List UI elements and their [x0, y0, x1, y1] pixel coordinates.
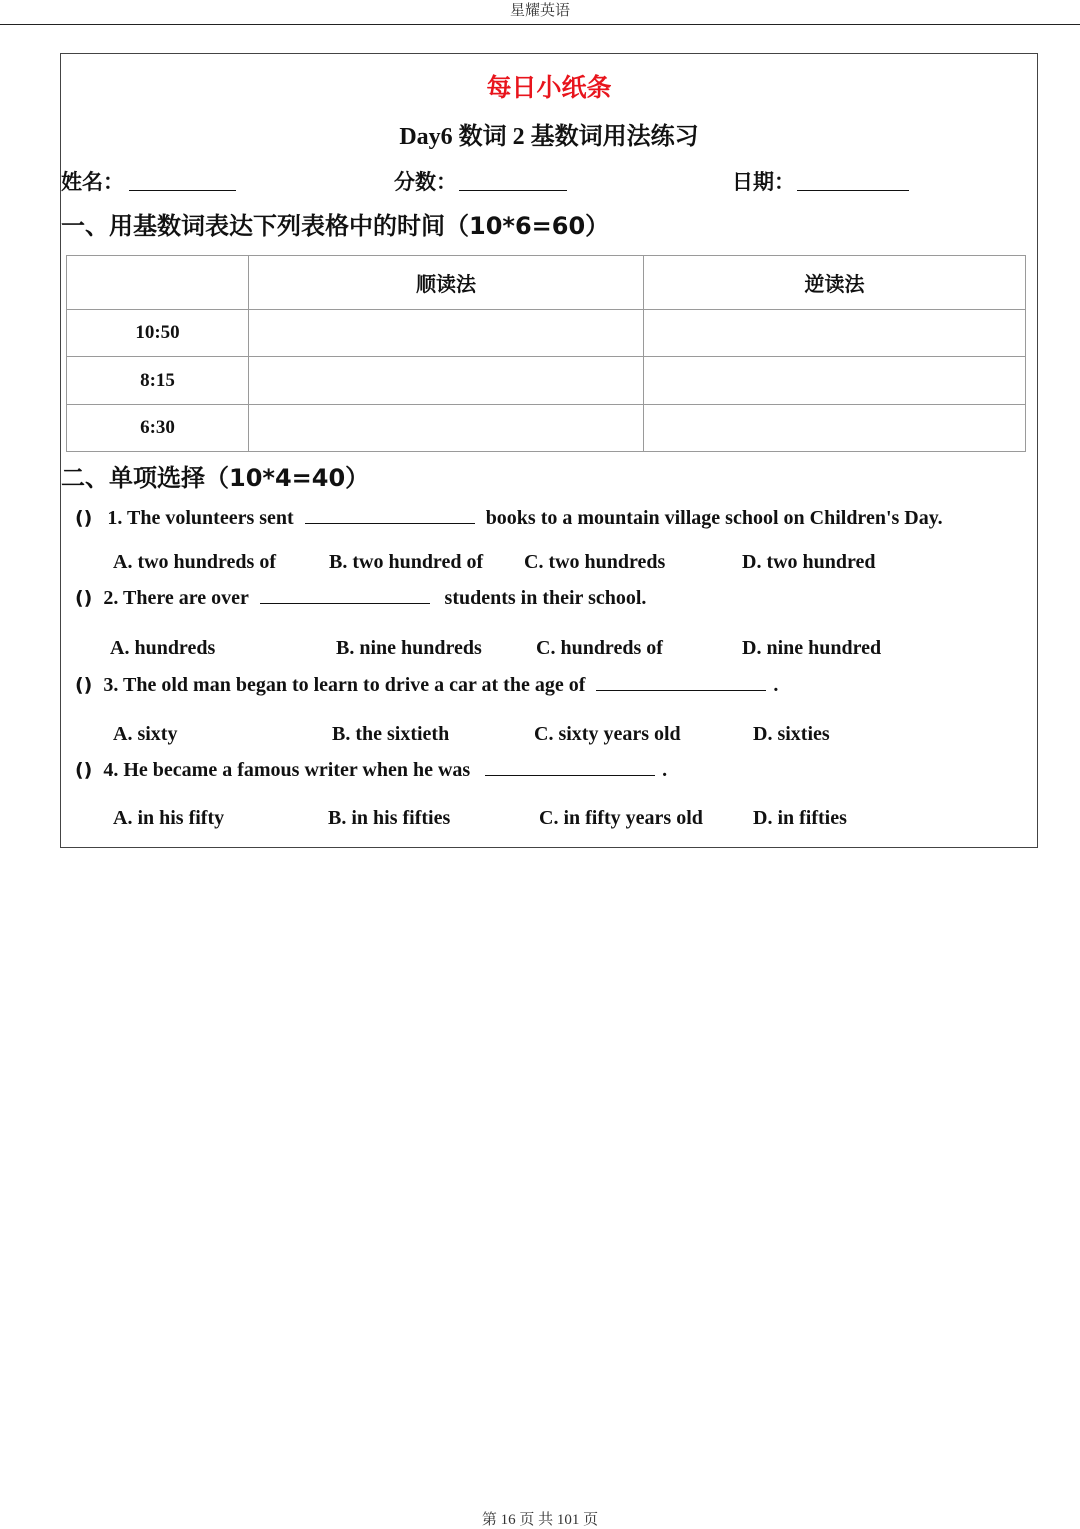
question-4-stem-end: .: [662, 759, 668, 781]
forward-answer-cell[interactable]: [249, 357, 644, 405]
question-1-stem-start: 1. The volunteers sent: [107, 507, 294, 529]
option-d[interactable]: D. nine hundred: [742, 637, 882, 659]
table-header-row: [67, 256, 1026, 310]
page-header: 星耀英语: [0, 0, 1080, 25]
option-c[interactable]: C. hundreds of: [536, 637, 663, 659]
question-2-stem-start: 2. There are over: [103, 587, 249, 609]
answer-parentheses[interactable]: (): [75, 759, 93, 781]
option-b[interactable]: B. nine hundreds: [336, 637, 482, 659]
time-table: [66, 255, 1026, 452]
question-4-blank: [485, 774, 655, 776]
worksheet: [60, 53, 1038, 848]
backward-answer-cell[interactable]: [644, 310, 1026, 357]
time-cell: 8:15: [67, 357, 249, 405]
question-1: [75, 507, 943, 530]
table-header-blank: [67, 256, 249, 310]
section-2-title: 二、单项选择（10*4=40）: [61, 464, 370, 492]
answer-parentheses[interactable]: (): [75, 674, 93, 696]
page-footer: 第 16 页 共 101 页: [481, 1512, 599, 1528]
question-2-stem-end: students in their school.: [444, 587, 647, 609]
name-field[interactable]: [129, 190, 236, 191]
question-3-stem-end: .: [773, 674, 779, 696]
forward-answer-cell[interactable]: [249, 405, 644, 452]
option-d[interactable]: D. in fifties: [753, 807, 847, 829]
section-1-title: 一、用基数词表达下列表格中的时间（10*6=60）: [61, 212, 610, 240]
option-d[interactable]: D. two hundred: [742, 551, 876, 573]
option-a[interactable]: A. two hundreds of: [113, 551, 276, 573]
header-backward-reading: 逆读法: [644, 256, 1026, 310]
score-field[interactable]: [459, 190, 567, 191]
time-cell: 10:50: [67, 310, 249, 357]
option-b[interactable]: B. two hundred of: [329, 551, 484, 573]
option-c[interactable]: C. in fifty years old: [539, 807, 703, 829]
option-d[interactable]: D. sixties: [753, 723, 830, 745]
answer-parentheses[interactable]: (): [75, 507, 93, 529]
option-c[interactable]: C. sixty years old: [534, 723, 681, 745]
option-a[interactable]: A. hundreds: [110, 637, 216, 659]
table-row: [67, 310, 1026, 357]
worksheet-subtitle: Day6 数词 2 基数词用法练习: [399, 124, 699, 150]
header-forward-reading: 顺读法: [249, 256, 644, 310]
option-a[interactable]: A. sixty: [113, 723, 178, 745]
question-2-blank: [260, 602, 430, 604]
option-b[interactable]: B. the sixtieth: [332, 723, 450, 745]
option-c[interactable]: C. two hundreds: [524, 551, 666, 573]
table-row: [67, 357, 1026, 405]
date-label: 日期：: [732, 170, 795, 194]
score-label: 分数：: [394, 170, 457, 194]
backward-answer-cell[interactable]: [644, 357, 1026, 405]
option-b[interactable]: B. in his fifties: [328, 807, 451, 829]
question-4: [75, 759, 667, 782]
option-a[interactable]: A. in his fifty: [113, 807, 225, 829]
question-2: [75, 587, 646, 610]
date-field[interactable]: [797, 190, 909, 191]
question-3-stem-start: 3. The old man began to learn to drive a car at the age of: [103, 674, 586, 696]
time-cell: 6:30: [67, 405, 249, 452]
question-1-blank: [305, 522, 475, 524]
answer-parentheses[interactable]: (): [75, 587, 93, 609]
backward-answer-cell[interactable]: [644, 405, 1026, 452]
table-row: [67, 405, 1026, 452]
question-4-stem-start: 4. He became a famous writer when he was: [103, 759, 471, 781]
question-1-stem-end: books to a mountain village school on Children's Day.: [485, 507, 943, 529]
name-label: 姓名：: [61, 170, 124, 194]
forward-answer-cell[interactable]: [249, 310, 644, 357]
worksheet-title: 每日小纸条: [486, 73, 612, 102]
question-3: [75, 674, 778, 697]
question-3-blank: [596, 689, 766, 691]
